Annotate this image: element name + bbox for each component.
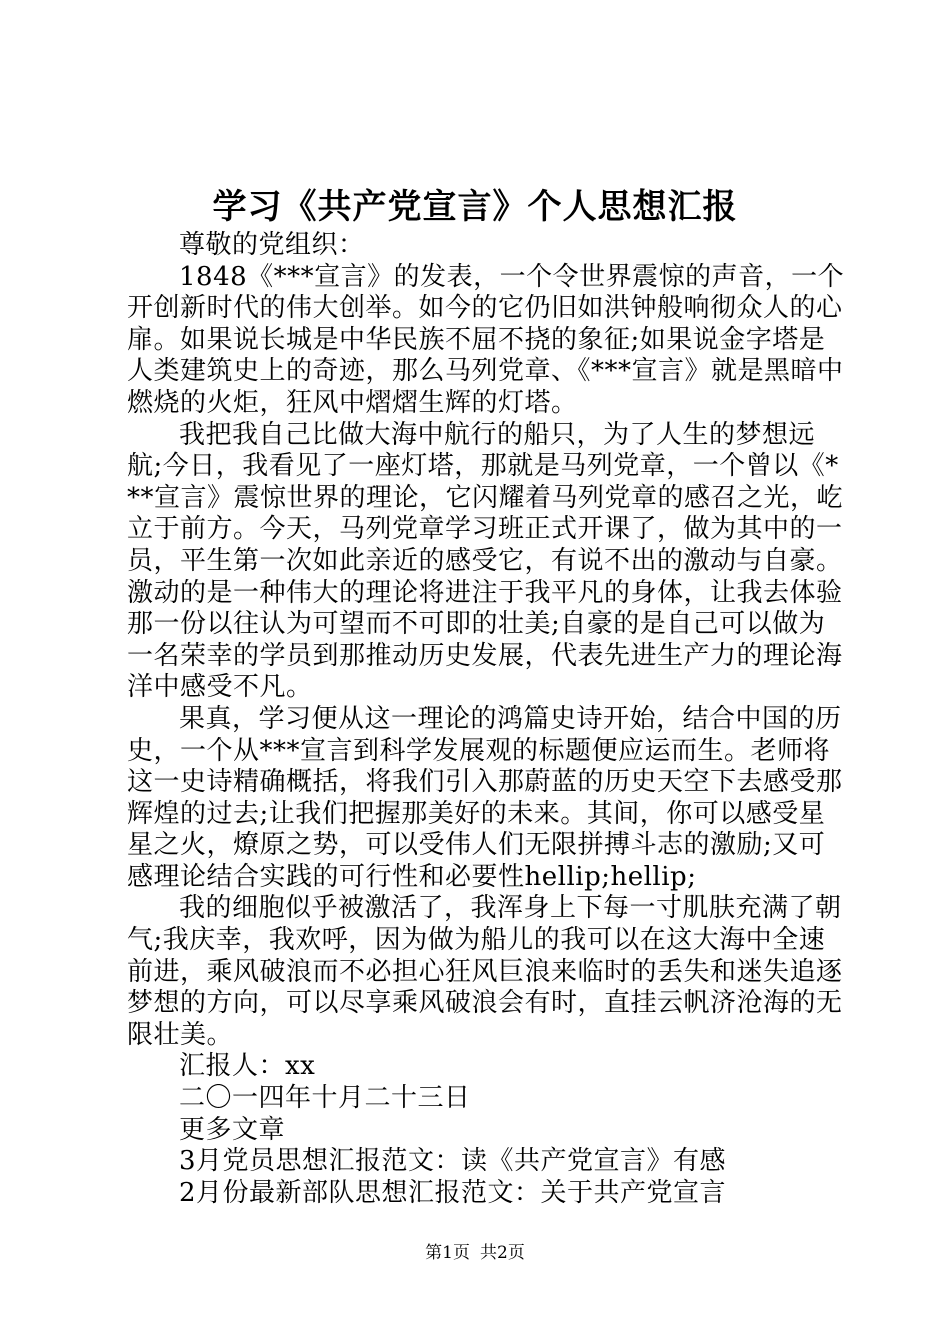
salutation: 尊敬的党组织：	[179, 230, 365, 260]
paragraph-4: 我的细胞似乎被激活了，我浑身上下每一寸肌肤充满了朝气;我庆幸，我欢呼，因为做为船儿的我可以在这大海中全速前进，乘风破浪而不必担心狂风巨浪来临时的丢失和迷失追逐梦想的方向，可以尽享乘风破浪会有时，直挂云帆济沧海的无限壮美。	[127, 893, 843, 1050]
document-body	[127, 230, 849, 1209]
paragraph-1: 1848《***宣言》的发表，一个令世界震惊的声音，一个开创新时代的伟大创举。如今的它仍旧如洪钟般响彻众人的心扉。如果说长城是中华民族不屈不挠的象征;如果说金字塔是人类建筑史上的奇迹，那么马列党章、《***宣言》就是黑暗中燃烧的火炬，狂风中熠熠生辉的灯塔。	[127, 261, 845, 418]
paragraph-2: 我把我自己比做大海中航行的船只，为了人生的梦想远航;今日，我看见了一座灯塔，那就是马列党章，一个曾以《***宣言》震惊世界的理论，它闪耀着马列党章的感召之光，屹立于前方。今天，马列党章学习班正式开课了，做为其中的一员，平生第一次如此亲近的感受它，有说不出的激动与自豪。激动的是一种伟大的理论将进注于我平凡的身体，让我去体验那一份以往认为可望而不可即的壮美;自豪的是自己可以做为一名荣幸的学员到那推动历史发展，代表先进生产力的理论海洋中感受不凡。	[127, 419, 844, 703]
page-footer	[0, 1242, 950, 1264]
page-total: 共2页	[480, 1243, 525, 1263]
page-number: 第1页	[425, 1243, 470, 1263]
date-line: 二〇一四年十月二十三日	[179, 1083, 471, 1114]
page-title: 学习《共产党宣言》个人思想汇报	[212, 187, 738, 227]
more-articles-label: 更多文章	[179, 1114, 286, 1145]
reporter-line: 汇报人：xx	[179, 1051, 316, 1082]
related-article-link-2[interactable]: 2月份最新部队思想汇报范文：关于共产党宣言	[179, 1177, 727, 1208]
paragraph-3: 果真，学习便从这一理论的鸿篇史诗开始，结合中国的历史，一个从***宣言到科学发展观的标题便应运而生。老师将这一史诗精确概括，将我们引入那蔚蓝的历史天空下去感受那辉煌的过去;让我们把握那美好的未来。其间，你可以感受星星之火，燎原之势，可以受伟人们无限拼搏斗志的激励;又可感理论结合实践的可行性和必要性hellip;hellip;	[127, 703, 843, 892]
related-article-link-1[interactable]: 3月党员思想汇报范文：读《共产党宣言》有感	[179, 1146, 727, 1177]
